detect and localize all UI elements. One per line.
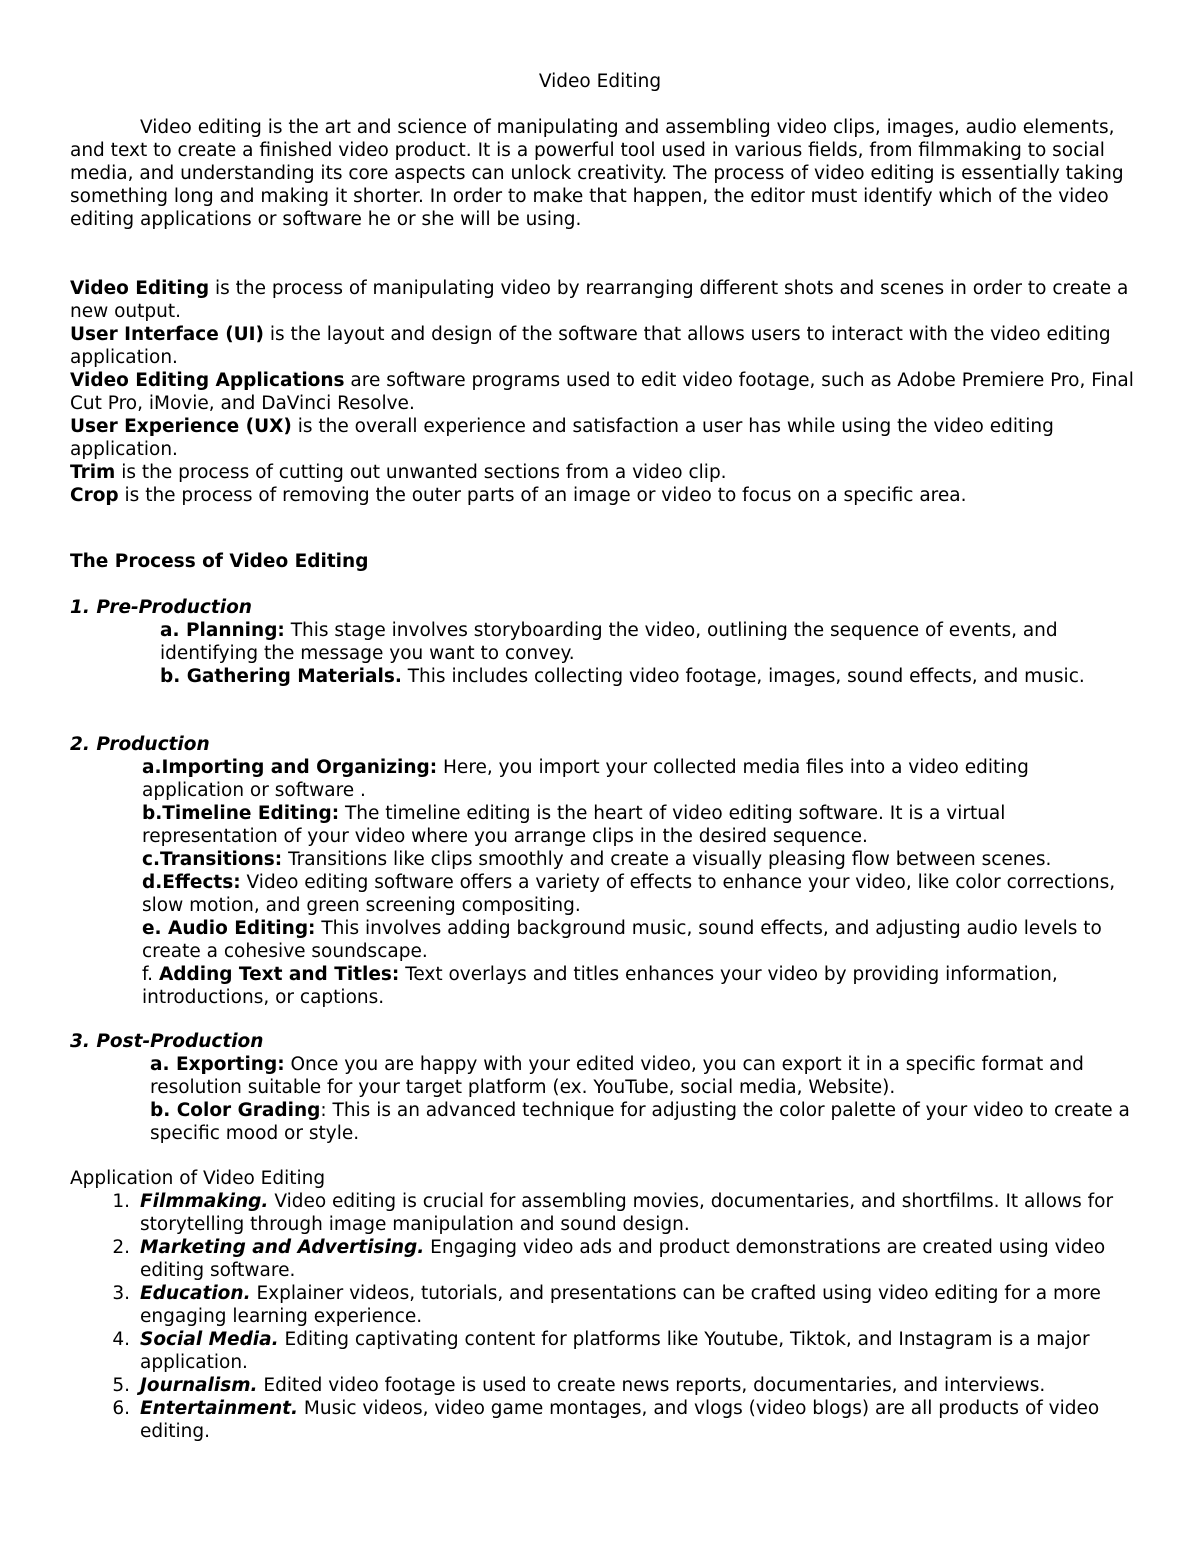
phase-item-text: Text overlays and titles enhances your video by providing information, introductions, or captions.: [142, 964, 1058, 1008]
phase-item-text: This stage involves storyboarding the video, outlining the sequence of events, and identifying the message you want to convey.: [160, 620, 1058, 664]
definition-term: Trim: [70, 462, 116, 483]
applications-list: [70, 1190, 1138, 1443]
application-text: Editing captivating content for platforms like Youtube, Tiktok, and Instagram is a major application.: [140, 1329, 1090, 1373]
application-text: Edited video footage is used to create news reports, documentaries, and interviews.: [257, 1375, 1046, 1396]
definition-term: Crop: [70, 485, 119, 506]
phase-items: [150, 1053, 1130, 1145]
application-text: Engaging video ads and product demonstrations are created using video editing software.: [140, 1237, 1106, 1281]
definition-text: are software programs used to edit video footage, such as Adobe Premiere Pro, Final Cut Pro, iMovie, and DaVinci Resolve.: [70, 370, 1134, 414]
phase-item-text: This includes collecting video footage, images, sound effects, and music.: [401, 666, 1085, 687]
phase-item-label: a.Importing and Organizing:: [142, 757, 438, 778]
application-text: Music videos, video game montages, and vlogs (video blogs) are all products of video editing.: [140, 1398, 1100, 1442]
phase-item-text: The timeline editing is the heart of video editing software. It is a virtual representation of your video where you arrange clips in the desired sequence.: [142, 803, 1006, 847]
definition-term: Video Editing Applications: [70, 370, 345, 391]
definition-item: [70, 323, 1138, 369]
application-number: 5.: [112, 1375, 130, 1396]
definition-text: is the overall experience and satisfaction a user has while using the video editing application.: [70, 416, 1054, 460]
phase-item: [160, 619, 1140, 665]
definition-item: [70, 461, 1138, 484]
definition-text: is the process of manipulating video by rearranging different shots and scenes in order to create a new output.: [70, 278, 1129, 322]
phase-item: [142, 871, 1122, 917]
definition-item: [70, 277, 1138, 323]
phase-item: [142, 756, 1122, 802]
phase-item-label: Adding Text and Titles:: [158, 964, 400, 985]
application-number: 3.: [112, 1283, 130, 1304]
definition-item: [70, 369, 1138, 415]
application-item: [70, 1282, 1138, 1328]
application-item: [70, 1328, 1138, 1374]
phase-item-text: Video editing software offers a variety of effects to enhance your video, like color corrections, slow motion, and green screening compositing.: [142, 872, 1116, 916]
definition-term: User Interface (UI): [70, 324, 265, 345]
phase-item: [142, 848, 1122, 871]
definition-text: is the layout and design of the software that allows users to interact with the video editing application.: [70, 324, 1111, 368]
definitions-list: [70, 277, 1138, 507]
application-term: Marketing and Advertising.: [140, 1237, 425, 1258]
phase-item-text: Once you are happy with your edited video, you can export it in a specific format and resolution suitable for your target platform (ex. YouTube, social media, Website).: [150, 1054, 1084, 1098]
phase-item-label: b. Color Grading: [150, 1100, 321, 1121]
phase-item-text: This involves adding background music, sound effects, and adjusting audio levels to create a cohesive soundscape.: [142, 918, 1102, 962]
phase-item-label: c.Transitions:: [142, 849, 283, 870]
phase-item-text: Here, you import your collected media files into a video editing application or software .: [142, 757, 1029, 801]
applications-heading: Application of Video Editing: [70, 1168, 326, 1189]
application-number: 2.: [112, 1237, 130, 1258]
application-term: Journalism.: [140, 1375, 258, 1396]
phase-item-label: d.Effects:: [142, 872, 241, 893]
application-number: 1.: [112, 1191, 130, 1212]
phase-item-label: a. Exporting:: [150, 1054, 285, 1075]
phase-items: [160, 619, 1140, 688]
definition-text: is the process of cutting out unwanted sections from a video clip.: [115, 462, 727, 483]
application-term: Social Media.: [140, 1329, 279, 1350]
definition-term: User Experience (UX): [70, 416, 292, 437]
definition-text: is the process of removing the outer parts of an image or video to focus on a specific area.: [118, 485, 967, 506]
definition-item: [70, 484, 1138, 507]
application-term: Filmmaking.: [140, 1191, 269, 1212]
phase-item: [150, 1053, 1130, 1099]
phase-items: [142, 756, 1122, 1009]
application-text: Video editing is crucial for assembling movies, documentaries, and shortfilms. It allows for storytelling through image manipulation and sound design.: [140, 1191, 1114, 1235]
phase-item-prefix: f.: [142, 964, 159, 985]
application-item: [70, 1374, 1138, 1397]
phase-item-text: : This is an advanced technique for adjusting the color palette of your video to create a specific mood or style.: [150, 1100, 1130, 1144]
document-title: Video Editing: [538, 71, 662, 92]
phase-item: [142, 963, 1122, 1009]
application-term: Entertainment.: [140, 1398, 299, 1419]
phase-item-label: e. Audio Editing:: [142, 918, 316, 939]
phase-item-label: b. Gathering Materials.: [160, 666, 402, 687]
intro-paragraph: Video editing is the art and science of manipulating and assembling video clips, images, audio elements, and text to create a finished video product. It is a powerful tool used in various fields, from filmmaking to social media, and understanding its core aspects can unlock creativity. The process of video editing is essentially taking something long and making it shorter. In order to make that happen, the editor must identify which of the video editing applications or software he or she will be using.: [70, 117, 1124, 230]
phase-item: [142, 802, 1122, 848]
phase-item-label: b.Timeline Editing:: [142, 803, 340, 824]
application-term: Education.: [140, 1283, 251, 1304]
process-heading: The Process of Video Editing: [70, 551, 369, 572]
application-number: 6.: [112, 1398, 130, 1419]
phase-title: 1. Pre-Production: [70, 597, 252, 618]
application-item: [70, 1190, 1138, 1236]
application-item: [70, 1236, 1138, 1282]
phase-item: [150, 1099, 1130, 1145]
application-number: 4.: [112, 1329, 130, 1350]
application-text: Explainer videos, tutorials, and presentations can be crafted using video editing for a more engaging learning experience.: [140, 1283, 1101, 1327]
phase-title: 2. Production: [70, 734, 210, 755]
phase-title: 3. Post-Production: [70, 1031, 264, 1052]
phase-item-text: Transitions like clips smoothly and create a visually pleasing flow between scenes.: [282, 849, 1052, 870]
phase-item-label: a. Planning:: [160, 620, 285, 641]
definition-term: Video Editing: [70, 278, 210, 299]
application-item: [70, 1397, 1138, 1443]
definition-item: [70, 415, 1138, 461]
phase-item: [160, 665, 1140, 688]
phase-item: [142, 917, 1122, 963]
